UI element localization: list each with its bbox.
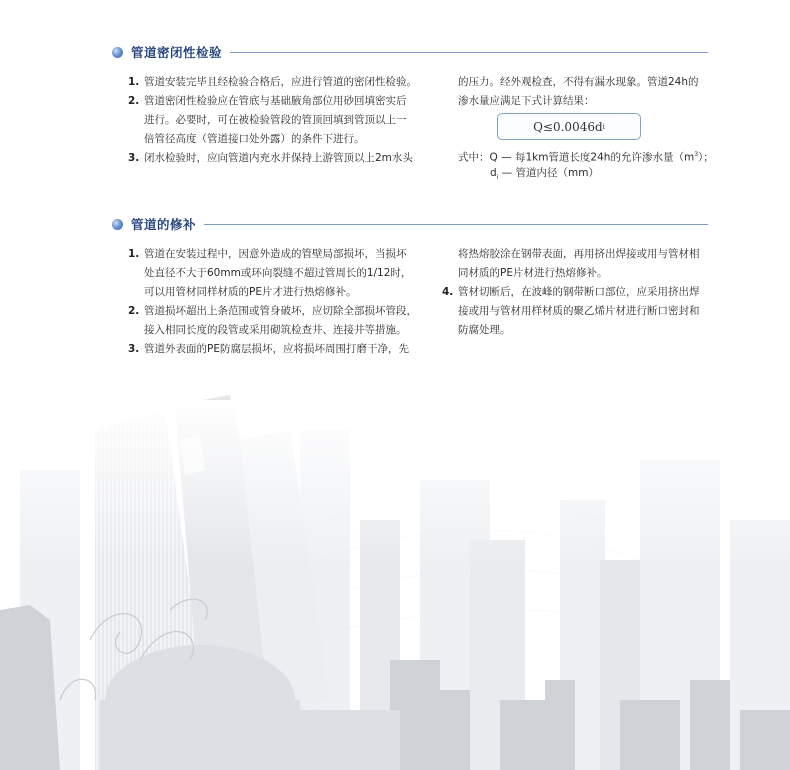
item-number: 1. [128,76,140,88]
item-text: 闭水检验时，应向管道内充水并保持上游管顶以上2m水头 [144,152,413,164]
explain-text: ）； [698,151,714,164]
paragraph-line: 的压力。经外观检查，不得有漏水现象。管道24h的 [458,76,699,88]
item-text: 管道在安装过程中，因意外造成的管壁局部损坏，当损坏 [144,248,407,260]
heading-rule [230,52,708,53]
item-number: 2. [128,95,140,107]
item-text: 管材切断后，在波峰的钢带断口部位，应采用挤出焊 [458,286,700,298]
section-title: 管道的修补 [131,217,197,232]
item-text: 进行。必要时，可在被检验管段的管顶回填到管顶以上一 [144,114,407,126]
section2-left-column [128,245,428,359]
section-heading-repair [112,214,708,234]
list-item [128,302,428,340]
item-text: 管道损坏超出上条范围或管身破坏，应切除全部损坏管段， [144,305,417,317]
section-title: 管道密闭性检验 [131,45,223,60]
list-item [128,149,428,168]
item-text: 可以用管材同样材质的PE片才进行热熔修补。 [144,286,357,298]
item-number: 2. [128,305,140,317]
item-text: 接入相同长度的段管或采用砌筑检查井、连接井等措施。 [144,324,407,336]
bullet-dot-icon [112,47,123,58]
section1-left-column [128,73,428,168]
item-number: 3. [128,152,140,164]
section-heading-seal-test [112,42,708,62]
section1-right-column [458,73,718,111]
paragraph-line: 渗水量应满足下式计算结果： [458,95,595,107]
explain-text: 式中：Q — 每1km管道长度24h的允许渗水量（m [458,151,695,164]
formula-subscript: i [602,122,605,131]
item-number: 3. [128,343,140,355]
item-number: 1. [128,248,140,260]
item-text: 处直径不大于60mm或环向裂缝不超过管周长的1/12时， [144,267,412,279]
item-text: 接或用与管材用样材质的聚乙烯片材进行断口密封和 [458,305,700,317]
item-text: 管道安装完毕且经检验合格后，应进行管道的密闭性检验。 [144,76,417,88]
heading-rule [204,224,708,225]
item-text: 管道密闭性检验应在管底与基础腋角部位用砂回填密实后 [144,95,407,107]
list-item [128,73,428,92]
item-text: 倍管径高度（管道接口处外露）的条件下进行。 [144,133,365,145]
formula-text: Q≤0.0046d [533,119,603,134]
explain-text: d [490,167,497,179]
list-item [128,92,428,149]
item-number: 4. [442,286,454,298]
list-item [442,283,728,340]
paragraph-line: 同材质的PE片材进行热熔修补。 [458,267,608,279]
item-text: 管道外表面的PE防腐层损坏，应将损坏周围打磨干净，先 [144,343,409,355]
list-item [128,340,428,359]
bullet-dot-icon [112,219,123,230]
explain-subscript: i [496,174,499,182]
paragraph-line: 将热熔胶涂在钢带表面，再用挤出焊接或用与管材相 [458,248,700,260]
explain-superscript: 3 [694,151,699,158]
formula-explanation-d [490,164,599,187]
explain-text: — 管道内径（mm） [498,167,599,179]
item-text: 防腐处理。 [458,324,511,336]
section2-right-column [442,245,728,340]
formula-box [497,113,641,140]
list-item [128,245,428,302]
